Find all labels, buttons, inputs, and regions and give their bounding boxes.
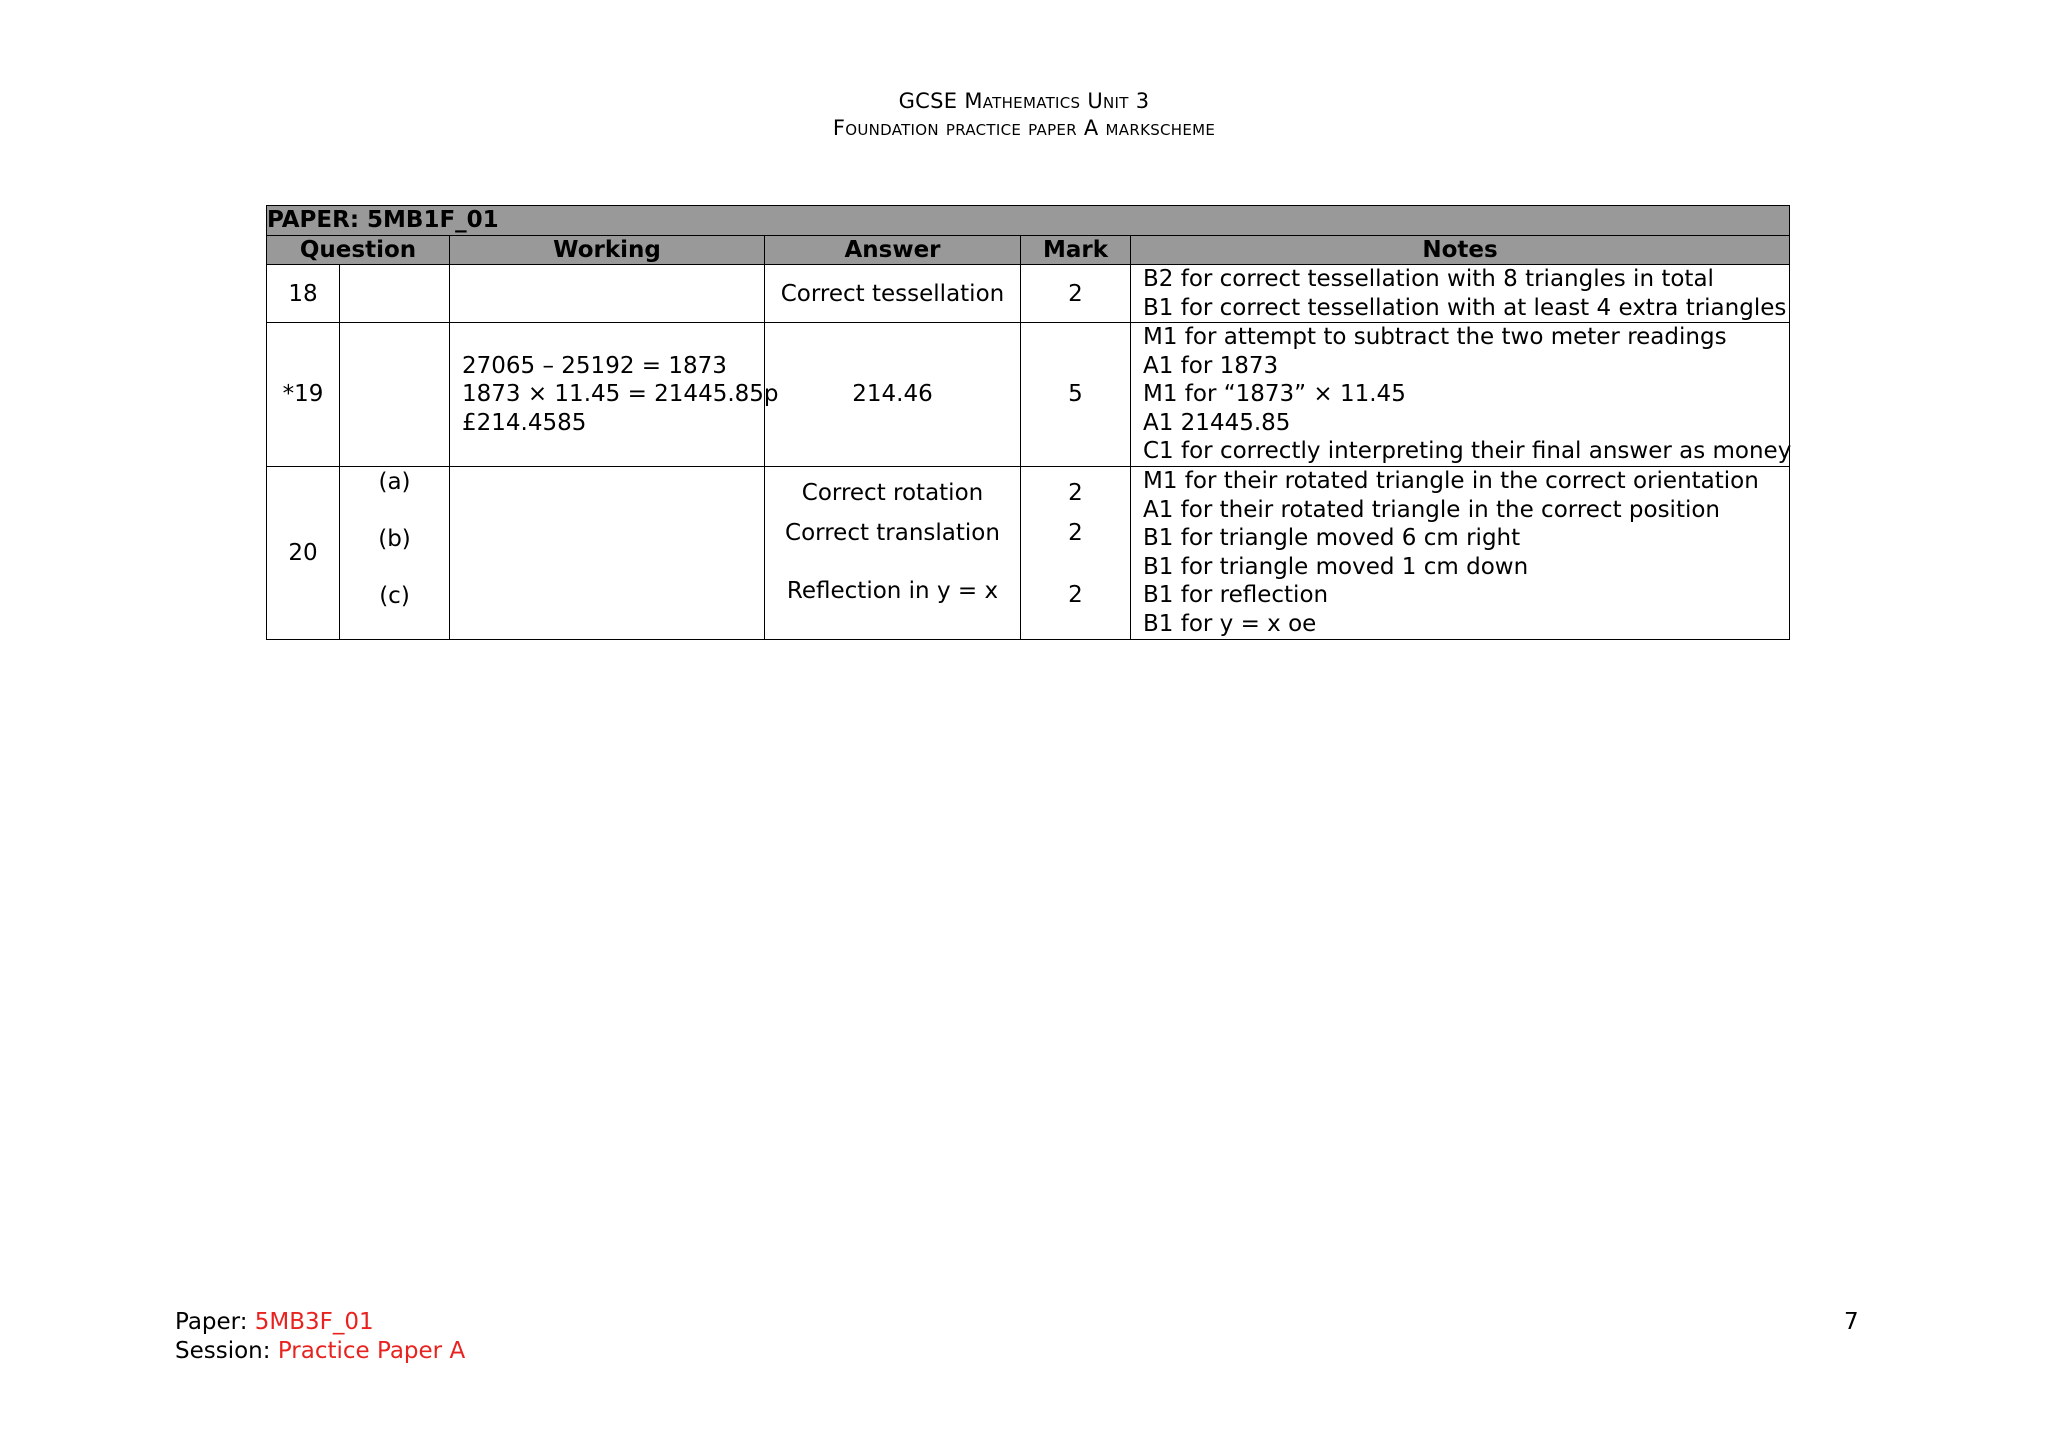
note-line: M1 for “1873” × 11.45 bbox=[1143, 381, 1406, 407]
answer-line bbox=[765, 577, 1020, 627]
paper-row bbox=[267, 206, 1790, 236]
mark-line: 2 bbox=[1068, 479, 1083, 506]
notes-cell bbox=[1131, 265, 1790, 323]
answer-cell: 214.46 bbox=[765, 323, 1021, 467]
mark-line: 2 bbox=[1068, 581, 1083, 608]
column-header-question: Question bbox=[267, 236, 450, 265]
column-header-mark: Mark bbox=[1021, 236, 1131, 265]
working-cell bbox=[450, 265, 765, 323]
note-line: C1 for correctly interpreting their final answer as money bbox=[1143, 438, 1792, 464]
page-number: 7 bbox=[1844, 1309, 1859, 1335]
header-title: GCSE Mathematics Unit 3 bbox=[898, 89, 1150, 113]
mark-cell: 5 bbox=[1021, 323, 1131, 467]
note-line: M1 for their rotated triangle in the correct orientation bbox=[1143, 468, 1759, 494]
document-header bbox=[0, 88, 2048, 142]
part-label: (c) bbox=[379, 582, 410, 609]
working-line: 27065 – 25192 = 1873 bbox=[462, 352, 727, 379]
question-part bbox=[340, 265, 450, 323]
part-label: (a) bbox=[378, 468, 411, 495]
part-label: (b) bbox=[378, 525, 411, 552]
note-line: B1 for triangle moved 1 cm down bbox=[1143, 553, 1529, 580]
question-parts bbox=[340, 466, 450, 639]
table-row bbox=[267, 265, 1790, 323]
notes-cell bbox=[1131, 466, 1790, 639]
answer-line: Correct translation bbox=[785, 519, 1000, 546]
note-line: B1 for y = x oe bbox=[1143, 610, 1317, 637]
column-header-row bbox=[267, 236, 1790, 265]
footer-session-value: Practice Paper A bbox=[277, 1337, 466, 1364]
answer-line: Correct rotation bbox=[801, 479, 984, 506]
note-line: A1 for 1873 bbox=[1143, 352, 1279, 379]
answer-cell: Correct tessellation bbox=[765, 265, 1021, 323]
mark-cell bbox=[1021, 466, 1131, 639]
mark-cell: 2 bbox=[1021, 265, 1131, 323]
column-header-answer: Answer bbox=[765, 236, 1021, 265]
column-header-notes: Notes bbox=[1131, 236, 1790, 265]
working-cell bbox=[450, 323, 779, 467]
note-line: B2 for correct tessellation with 8 triangles in total bbox=[1143, 266, 1714, 292]
answer-cell bbox=[765, 466, 1021, 639]
footer-session-label: Session: bbox=[175, 1337, 278, 1364]
answer-reflection-text: Reflection in y = x bbox=[786, 577, 999, 604]
question-number: 18 bbox=[267, 265, 340, 323]
note-line: A1 21445.85 bbox=[1143, 409, 1291, 436]
footer-paper-label: Paper: bbox=[175, 1309, 255, 1335]
header-subtitle: Foundation practice paper A markscheme bbox=[832, 116, 1216, 140]
note-line: B1 for correct tessellation with at least 4 extra triangles bbox=[1143, 294, 1787, 321]
mark-line: 2 bbox=[1068, 519, 1083, 546]
working-line: 1873 × 11.45 = 21445.85p bbox=[462, 381, 779, 407]
footer-paper bbox=[175, 1308, 465, 1337]
question-part bbox=[340, 323, 450, 467]
column-header-working: Working bbox=[450, 236, 765, 265]
note-line: A1 for their rotated triangle in the correct position bbox=[1143, 496, 1720, 523]
document-footer bbox=[175, 1308, 465, 1365]
markscheme-table bbox=[266, 205, 1790, 640]
working-cell bbox=[450, 466, 765, 639]
notes-cell bbox=[1131, 323, 1790, 467]
working-line: £214.4585 bbox=[462, 409, 587, 436]
question-number: 20 bbox=[267, 466, 340, 639]
table-row bbox=[267, 466, 1790, 639]
note-line: B1 for triangle moved 6 cm right bbox=[1143, 525, 1521, 551]
note-line: B1 for reflection bbox=[1143, 582, 1329, 608]
footer-session bbox=[175, 1337, 465, 1366]
note-line: M1 for attempt to subtract the two meter readings bbox=[1143, 324, 1727, 350]
table-row bbox=[267, 323, 1790, 467]
question-number: *19 bbox=[267, 323, 340, 467]
footer-paper-value: 5MB3F_01 bbox=[254, 1309, 374, 1335]
paper-label: PAPER: 5MB1F_01 bbox=[267, 206, 1790, 236]
